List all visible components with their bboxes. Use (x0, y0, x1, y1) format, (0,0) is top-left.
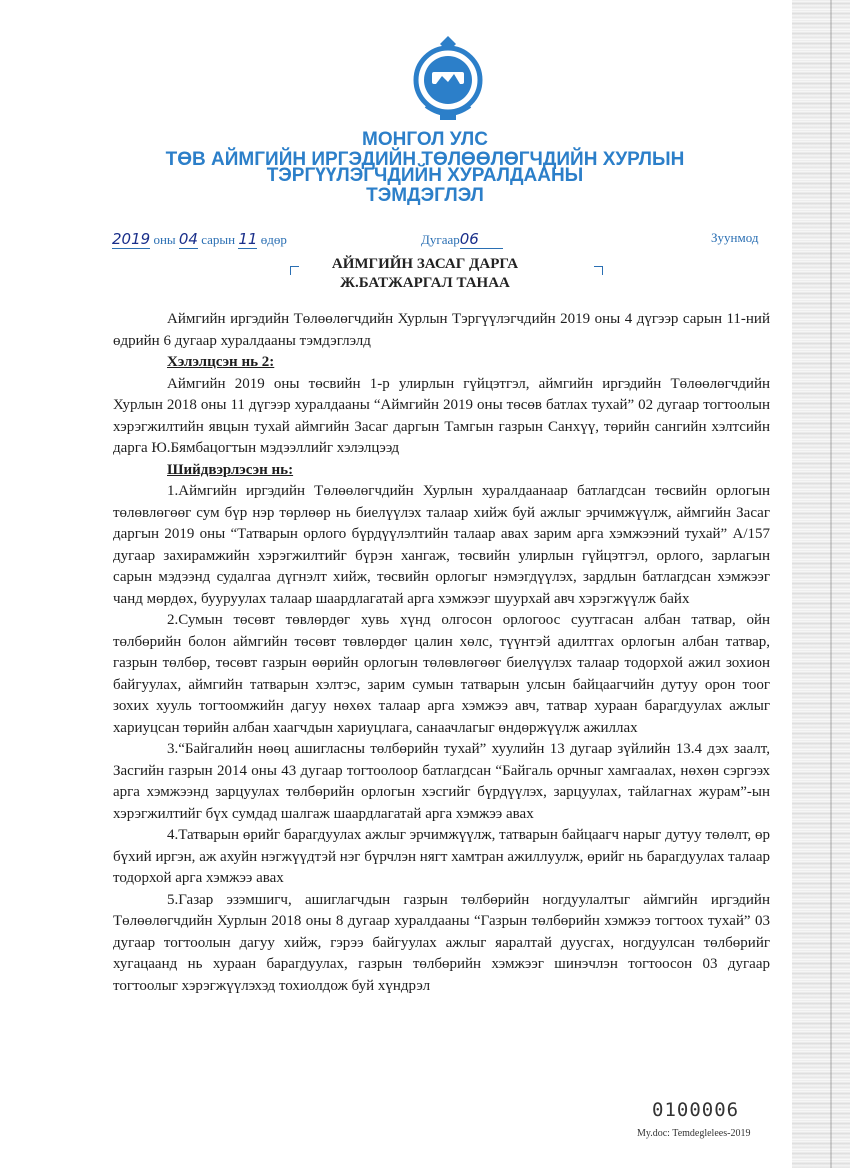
document-number-handwritten: 06 (460, 230, 503, 249)
place-label: Зуунмод (711, 230, 759, 245)
number-label: Дугаар (421, 232, 460, 247)
date-line (112, 230, 287, 249)
address-corner-right (594, 266, 603, 275)
intro-paragraph: Аймгийн иргэдийн Төлөөлөгчдийн Хурлын Тэргүүлэгчдийн 2019 оны 4 дүгээр сарын 11-ний өдрийн 6 дугаар хуралдааны тэмдэглэлд (113, 311, 770, 349)
addressee-title: АЙМГИЙН ЗАСАГ ДАРГА (331, 256, 519, 272)
date-day: 11 (238, 230, 258, 248)
decision-item: 1.Аймгийн иргэдийн Төлөөлөгчдийн Хурлын хуралдаанаар батлагдсан төсвийн орлогын төлөвлөгөөг сум бүр нэр төрлөөр нь биелүүлэх талаар хийж буй ажлыг эрчимжүүлж, аймгийн Засаг даргын 2019 оны “Татварын орлого бүрдүүлэлтийн талаар авах зарим арга хэмжээний тухай” А/157 дугаар захирамжийн хэрэгжилтийг бүрэн хангаж, төсвийн улирлын гүйцэтгэл, орлого, зарлагын сарын мэдээнд судалгаа дүгнэлт хийж, төсвийн орлогыг нэмэгдүүлэх, зардлын батлагдсан хэмжээг чанд мөрдөх, бууруулах талаар шаардлагатай арга хэмжээг шуурхай авч хэрэгжүүлж байх (113, 483, 770, 607)
file-footer: My.doc: Temdeglelees-2019 (637, 1128, 751, 1139)
header-presidium: ТЭРГҮҮЛЭГЧДИЙН ХУРАЛДААНЫ (266, 165, 584, 186)
header-council: ТӨВ АЙМГИЙН ИРГЭДИЙН ТӨЛӨӨЛӨГЧДИЙН ХУРЛЫН (165, 149, 685, 170)
decision-item: 2.Сумын төсөвт төвлөрдөг хувь хүнд олгосон орлогоос суутгасан албан татвар, ойн төлбөрийн болон аймгийн төсөвт төвлөрдөг цалин хөлс, түүнтэй адилтгах орлогын албан татвар, газрын төлбөр, төсөвт газрын өөрийн орлогын төлөвлөгөөг биелүүлэх талаар тодорхой ажил зохион байгуулах, аймгийн татварын хэлтэс, зарим сумын татварын улсын байцаагчийн дутуу орон тоог зохих хууль тогтоомжийн дагуу нөхөх талаар арга хэмжээ авч, татвар хураан барагдуулах ажлыг хариуцсан төрийн албан хаагчдын хариуцлага, санаачлагыг өндөржүүлж ажиллах (113, 612, 770, 736)
addressee-name: Ж.БАТЖАРГАЛ ТАНАА (340, 275, 510, 291)
state-emblem-icon (412, 36, 484, 124)
header-country: МОНГОЛ УЛС (362, 129, 488, 150)
number-line (421, 230, 503, 249)
date-day-suffix: өдөр (260, 232, 287, 247)
date-month: 04 (178, 230, 198, 248)
discussed-paragraph: Аймгийн 2019 оны төсвийн 1-р улирлын гүйцэтгэл, аймгийн иргэдийн Төлөөлөгчдийн Хурлын 2018 оны 11 дүгээр хуралдааны “Аймгийн 2019 оны төсөв батлах тухай” 02 дугаар тогтоолын хэрэгжилтийн явцын тухай аймгийн Засаг даргын Тамгын газрын Санхүү, төрийн сангийн хэлтсийн дарга Ю.Бямбацогтын мэдээллийг хэлэлцээд (113, 375, 770, 456)
date-year: 2019 (112, 230, 151, 248)
address-corner-left (290, 266, 299, 275)
decision-item: 4.Татварын өрийг барагдуулах ажлыг эрчимжүүлж, татварын байцаагч нарыг дутуу төлөлт, өр бүхий иргэн, аж ахуйн нэгжүүдтэй нэг бүрчлэн нягт хамтран ажиллуулж, өрийг нь барагдуулах талаар тодорхой арга хэмжээ авах (113, 827, 770, 886)
header-minutes: ТЭМДЭГЛЭЛ (366, 185, 484, 206)
decision-item: 5.Газар эзэмшигч, ашиглагчдын газрын төлбөрийн ногдуулалтыг аймгийн иргэдийн Төлөөлөгчдийн Хурлын 2018 оны 8 дугаар хуралдааны “Газрын төлбөрийн хэмжээ тогтоох тухай” 03 дугаар тогтоолын дагуу хийж, гэрээ байгуулах ажлыг яаралтай дуусгах, ногдуулсан төлбөрийг хугацаанд нь хураан барагдуулах, газрын төлбөрийн хэмжээг шинэчлэн тогтоосон 03 дугаар тогтоолыг хэрэгжүүлэхэд тохиолдож буй хүндрэл (113, 891, 770, 994)
document-body (113, 309, 770, 997)
serial-number: 0100006 (652, 1099, 740, 1121)
decision-item: 3.“Байгалийн нөөц ашигласны төлбөрийн тухай” хуулийн 13 дугаар зүйлийн 13.4 дэх заалт, Засгийн газрын 2014 оны 43 дугаар тогтоолоор батлагдсан “Байгаль орчныг хамгаалах, нөхөн сэргээх арга хэмжээнд зарцуулах төлбөрийн орлогын хэсгийг бүрдүүлэх, зарцуулах, тайлагнах журам”-ын хэрэгжилтийг бүх сумдад шалгаж шаардлагатай арга хэмжээ авах (113, 741, 770, 822)
discussed-heading: Хэлэлцсэн нь 2: (167, 354, 275, 370)
date-year-suffix: оны (153, 232, 176, 247)
date-month-suffix: сарын (201, 232, 236, 247)
decided-heading: Шийдвэрлэсэн нь: (167, 461, 294, 478)
